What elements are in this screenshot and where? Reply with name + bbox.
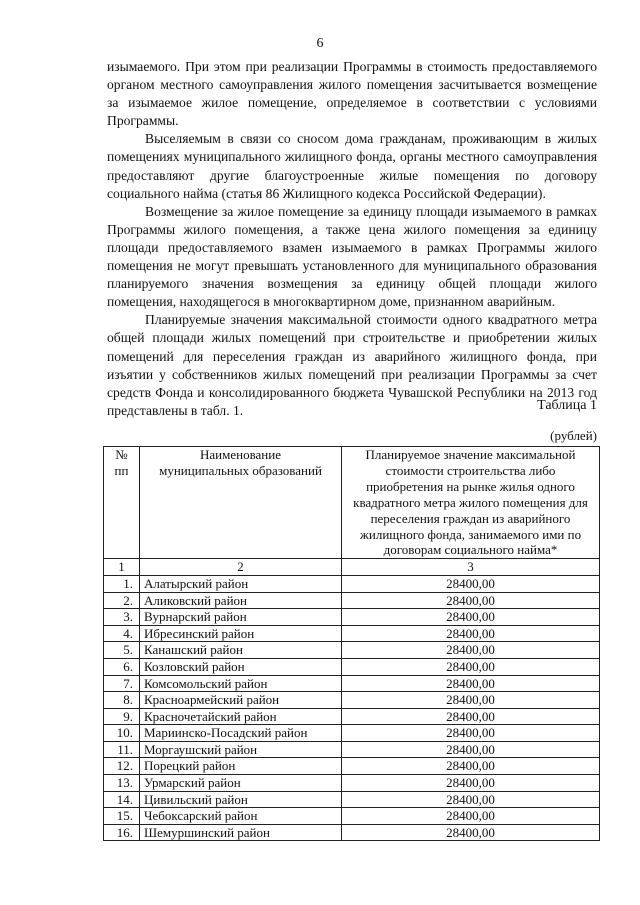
row-number: 4. <box>104 625 140 642</box>
row-municipality: Алатырский район <box>140 575 342 592</box>
header-municipality: Наименование муниципальных образований <box>140 447 342 559</box>
table-row <box>104 575 600 592</box>
table-row <box>104 824 600 841</box>
column-number-row <box>104 559 600 576</box>
row-number: 9. <box>104 708 140 725</box>
row-municipality: Мариинско-Посадский район <box>140 725 342 742</box>
table-body <box>104 559 600 841</box>
table-row <box>104 692 600 709</box>
row-number: 11. <box>104 741 140 758</box>
paragraph: Выселяемым в связи со сносом дома гражданам, проживающим в жилых помещениях муниципального жилищного фонда, органы местного самоуправления предоставляют другие благоустроенные жилые помещения по договору социального найма (статья 86 Жилищного кодекса Российской Федерации). <box>107 131 597 201</box>
row-number: 12. <box>104 758 140 775</box>
row-value: 28400,00 <box>342 625 600 642</box>
table-header-row <box>104 447 600 559</box>
table-row <box>104 791 600 808</box>
row-value: 28400,00 <box>342 808 600 825</box>
paragraph: изымаемого. При этом при реализации Программы в стоимость предоставляемого органом местного самоуправления жилого помещения засчитывается возмещение за изымаемое жилое помещение, определяемое в соответствии с условиями Программы. <box>107 59 597 129</box>
row-number: 7. <box>104 675 140 692</box>
row-value: 28400,00 <box>342 642 600 659</box>
table-units: (рублей) <box>550 428 597 443</box>
row-value: 28400,00 <box>342 609 600 626</box>
row-value: 28400,00 <box>342 692 600 709</box>
body-text <box>107 58 597 420</box>
row-value: 28400,00 <box>342 725 600 742</box>
table-row <box>104 609 600 626</box>
paragraph: Планируемые значения максимальной стоимости одного квадратного метра общей площади жилых помещений при строительстве и приобретении жилых помещений для переселения граждан из аварийного жилищного фонда, при изъятии у собственников жилых помещений при реализации Программы за счет средств Фонда и консолидированного бюджета Чувашской Республики на 2013 год представлены в табл. 1. <box>107 312 597 418</box>
row-number: 15. <box>104 808 140 825</box>
table-row <box>104 675 600 692</box>
column-number: 3 <box>342 559 600 576</box>
row-number: 1. <box>104 575 140 592</box>
row-number: 14. <box>104 791 140 808</box>
row-number: 13. <box>104 775 140 792</box>
table-row <box>104 625 600 642</box>
data-table <box>103 446 600 841</box>
row-municipality: Аликовский район <box>140 592 342 609</box>
row-value: 28400,00 <box>342 675 600 692</box>
row-value: 28400,00 <box>342 824 600 841</box>
header-number: № пп <box>104 447 140 559</box>
row-municipality: Комсомольский район <box>140 675 342 692</box>
row-number: 2. <box>104 592 140 609</box>
row-number: 6. <box>104 658 140 675</box>
row-value: 28400,00 <box>342 592 600 609</box>
table-row <box>104 775 600 792</box>
row-value: 28400,00 <box>342 758 600 775</box>
row-value: 28400,00 <box>342 575 600 592</box>
row-value: 28400,00 <box>342 791 600 808</box>
table-row <box>104 725 600 742</box>
row-municipality: Урмарский район <box>140 775 342 792</box>
row-number: 10. <box>104 725 140 742</box>
row-number: 16. <box>104 824 140 841</box>
row-value: 28400,00 <box>342 741 600 758</box>
row-municipality: Чебоксарский район <box>140 808 342 825</box>
paragraph: Возмещение за жилое помещение за единицу площади изымаемого в рамках Программы жилого помещения, а также цена жилого помещения за единицу площади предоставляемого взамен изымаемого в рамках Программы жилого помещения не могут превышать установленного для муниципального образования планируемого значения возмещения за единицу общей площади жилого помещения, находящегося в многоквартирном доме, признанном аварийным. <box>107 203 597 310</box>
table-row <box>104 741 600 758</box>
row-number: 5. <box>104 642 140 659</box>
row-value: 28400,00 <box>342 708 600 725</box>
column-number: 2 <box>140 559 342 576</box>
row-number: 3. <box>104 609 140 626</box>
row-municipality: Красночетайский район <box>140 708 342 725</box>
row-municipality: Ибресинский район <box>140 625 342 642</box>
table-caption: Таблица 1 <box>537 398 597 413</box>
header-planned-value: Планируемое значение максимальной стоимости строительства либо приобретения на рынке жилья одного квадратного метра жилого помещения для переселения граждан из аварийного жилищного фонда, занимаемого ими по договорам социального найма* <box>342 447 600 559</box>
page-number: 6 <box>316 36 324 51</box>
table-row <box>104 592 600 609</box>
row-municipality: Канашский район <box>140 642 342 659</box>
table-row <box>104 658 600 675</box>
row-municipality: Моргаушский район <box>140 741 342 758</box>
row-number: 8. <box>104 692 140 709</box>
row-value: 28400,00 <box>342 658 600 675</box>
column-number: 1 <box>104 559 140 576</box>
row-municipality: Козловский район <box>140 658 342 675</box>
row-municipality: Порецкий район <box>140 758 342 775</box>
table-row <box>104 708 600 725</box>
row-municipality: Красноармейский район <box>140 692 342 709</box>
row-municipality: Цивильский район <box>140 791 342 808</box>
table-row <box>104 642 600 659</box>
row-municipality: Вурнарский район <box>140 609 342 626</box>
row-value: 28400,00 <box>342 775 600 792</box>
row-municipality: Шемуршинский район <box>140 824 342 841</box>
table-row <box>104 808 600 825</box>
table-row <box>104 758 600 775</box>
